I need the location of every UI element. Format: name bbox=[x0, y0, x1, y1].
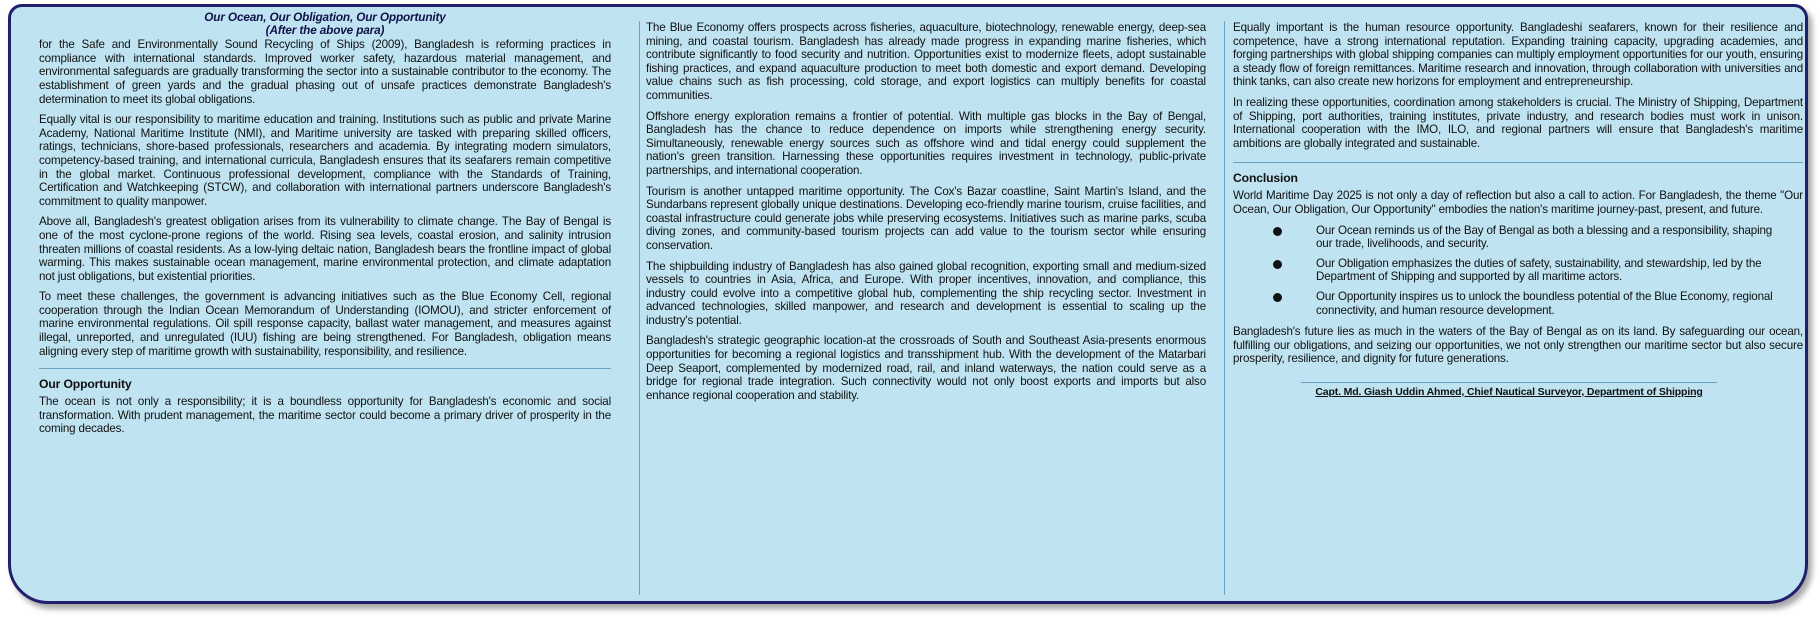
bullet-icon bbox=[1273, 293, 1282, 302]
list-item-text: Our Ocean reminds us of the Bay of Bengal as both a blessing and a responsibility, shaping our trade, livelihoods, and security. bbox=[1316, 223, 1773, 251]
section-heading-conclusion: Conclusion bbox=[1233, 171, 1298, 186]
article-title: Our Ocean, Our Obligation, Our Opportunity bbox=[204, 10, 446, 24]
paragraph: The shipbuilding industry of Bangladesh has also gained global recognition, exporting small and medium-sized vessels to countries in Asia, Africa, and Europe. With proper incentives, innovation, and compliance, this industry could evolve into a competitive global hub, complementing the ship recycling sector. Investment in advanced technologies, skilled manpower, and research and development is essential to scaling up the industry's potential. bbox=[646, 259, 1206, 327]
bullet-icon bbox=[1273, 227, 1282, 236]
list-item bbox=[1233, 257, 1803, 284]
article-subtitle: (After the above para) bbox=[265, 22, 385, 37]
bullet-icon bbox=[1273, 260, 1282, 269]
section-heading-opportunity: Our Opportunity bbox=[39, 377, 132, 392]
author-divider bbox=[1301, 382, 1717, 383]
paragraph: for the Safe and Environmentally Sound Recycling of Ships (2009), Bangladesh is reforming practices in compliance with international standards. Improved worker safety, hazardous material management, and environmental safeguards are gradually transforming the sector into a sustainable contributor to the economy. The establishment of green yards and the gradual phasing out of unsafe practices demonstrate Bangladesh's determination to meet its global obligations. bbox=[39, 38, 611, 106]
paragraph: The Blue Economy offers prospects across fisheries, aquaculture, biotechnology, renewable energy, deep-sea mining, and coastal tourism. Bangladesh has already made progress in expanding marine fisheries, which contribute significantly to food security and nutrition. Opportunities exist to modernize fleets, adopt sustainable fishing practices, and expand aquaculture production to meet both domestic and export demand. Developing value chains such as fish processing, cold storage, and export logistics can multiply benefits for coastal communities. bbox=[646, 21, 1206, 102]
article-panel bbox=[8, 4, 1808, 604]
list-item bbox=[1233, 224, 1803, 251]
paragraph: World Maritime Day 2025 is not only a day of reflection but also a call to action. For Bangladesh, the theme "Our Ocean, Our Obligation, Our Opportunity" embodies the nation's maritime journey-past, present, and future. bbox=[1233, 189, 1803, 216]
list-item bbox=[1233, 290, 1803, 317]
paragraph: Above all, Bangladesh's greatest obligation arises from its vulnerability to climate change. The Bay of Bengal is one of the most cyclone-prone regions of the world. Rising sea levels, coastal erosion, and salinity intrusion threaten millions of coastal residents. As a low-lying deltaic nation, Bangladesh bears the frontline impact of global warming. This makes sustainable ocean management, marine environmental protection, and climate adaptation not just obligations, but existential priorities. bbox=[39, 215, 611, 283]
paragraph: Bangladesh's future lies as much in the waters of the Bay of Bengal as on its land. By safeguarding our ocean, fulfilling our obligations, and seizing our opportunities, we not only strengthen our maritime sector but also secure prosperity, resilience, and dignity for future generations. bbox=[1233, 325, 1803, 366]
paragraph: In realizing these opportunities, coordination among stakeholders is crucial. The Ministry of Shipping, Department of Shipping, port authorities, training institutes, private industry, and research bodies must work in unison. International cooperation with the IMO, ILO, and regional partners will ensure that Bangladesh's maritime ambitions are globally integrated and sustainable. bbox=[1233, 95, 1803, 150]
paragraph: The ocean is not only a responsibility; it is a boundless opportunity for Bangladesh's economic and social transformation. With prudent management, the maritime sector could become a primary driver of prosperity in the coming decades. bbox=[39, 395, 611, 436]
paragraph: Equally vital is our responsibility to maritime education and training. Institutions such as public and private Marine Academy, National Maritime Institute (NMI), and Maritime university are tasked with preparing skilled officers, ratings, technicians, shore-based professionals, researchers and academia. By integrating modern simulators, competency-based training, and international curricula, Bangladesh ensures that its seafarers remain competitive in the global market. Continuous professional development, compliance with the Standards of Training, Certification and Watchkeeping (STCW), and collaboration with international partners underscore Bangladesh's commitment to quality manpower. bbox=[39, 113, 611, 208]
paragraph: Equally important is the human resource opportunity. Bangladeshi seafarers, known for their resilience and competence, have a strong international reputation. Expanding training capacity, upgrading academies, and forging partnerships with global shipping companies can multiply employment opportunities for our youth, ensuring a steady flow of foreign remittances. Maritime research and innovation, through collaboration with universities and think tanks, can also create new horizons for employment and entrepreneurship. bbox=[1233, 21, 1803, 89]
section-divider bbox=[39, 368, 611, 369]
column-2 bbox=[639, 21, 1206, 595]
author-byline: Capt. Md. Giash Uddin Ahmed, Chief Nautical Surveyor, Department of Shipping bbox=[1315, 385, 1703, 398]
paragraph: Bangladesh's strategic geographic location-at the crossroads of South and Southeast Asia-presents enormous opportunities for becoming a regional logistics and transshipment hub. With the development of the Matarbari Deep Seaport, complemented by modernized road, rail, and inland waterways, the nation could serve as a bridge for regional trade integration. Such connectivity would not only boost exports and imports but also enhance regional cooperation and stability. bbox=[646, 334, 1206, 402]
list-item-text: Our Opportunity inspires us to unlock the boundless potential of the Blue Economy, regional connectivity, and human resource development. bbox=[1316, 289, 1773, 317]
column-3 bbox=[1224, 21, 1803, 595]
paragraph: Tourism is another untapped maritime opportunity. The Cox's Bazar coastline, Saint Martin's Island, and the Sundarbans represent globally unique destinations. Developing eco-friendly marine tourism, cruise facilities, and coastal infrastructure could generate jobs while preserving ecosystems. Initiatives such as marine parks, scuba diving zones, and community-based tourism projects can add value to the tourism sector while ensuring conservation. bbox=[646, 184, 1206, 252]
conclusion-bullet-list bbox=[1233, 224, 1803, 318]
section-divider bbox=[1233, 162, 1803, 163]
column-1 bbox=[39, 11, 611, 595]
list-item-text: Our Obligation emphasizes the duties of safety, sustainability, and stewardship, led by the Department of Shipping and supported by all maritime actors. bbox=[1316, 256, 1762, 284]
paragraph: To meet these challenges, the government is advancing initiatives such as the Blue Economy Cell, regional cooperation through the Indian Ocean Memorandum of Understanding (IOMOU), and stricter enforcement of marine environmental regulations. Oil spill response capacity, ballast water management, and measures against illegal, unreported, and unregulated (IUU) fishing are being strengthened. For Bangladesh, obligation means aligning every step of maritime growth with sustainability, responsibility, and resilience. bbox=[39, 290, 611, 358]
article-header bbox=[39, 11, 611, 36]
paragraph: Offshore energy exploration remains a frontier of potential. With multiple gas blocks in the Bay of Bengal, Bangladesh has the chance to reduce dependence on imports while strengthening energy security. Simultaneously, renewable energy sources such as offshore wind and tidal energy could supplement the nation's green transition. Harnessing these opportunities requires investment in technology, public-private partnerships, and international cooperation. bbox=[646, 109, 1206, 177]
